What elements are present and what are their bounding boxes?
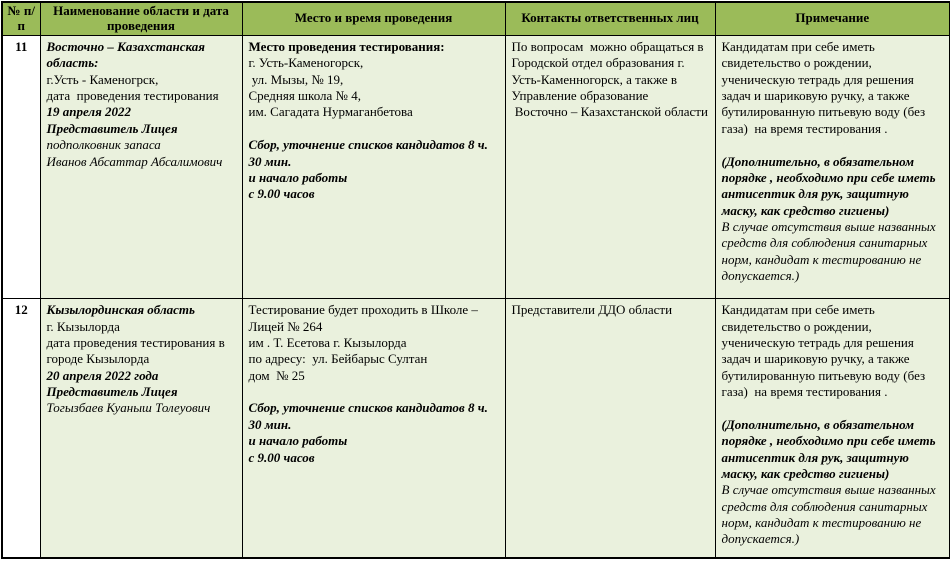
cell-text-line: По вопросам можно обращаться в Городской отдел образования г. Усть-Каменногорск, а также в Управление образование xyxy=(511,38,707,103)
header-region-and-date: Наименование области и дата проведения xyxy=(40,2,242,35)
place-and-time-cell xyxy=(242,35,505,298)
cell-text-line: им. Сагадата Нурмаганбетова xyxy=(248,104,413,120)
cell-text-line xyxy=(249,384,499,400)
cell-text-line: Кандидатам при себе иметь свидетельство о рождении, ученическую тетрадь для решения задач и шариковую ручку, а также бутилированную питьевую воду (без газа) на время тестирования . xyxy=(721,38,929,136)
cell-text-line xyxy=(722,137,944,153)
cell-text-line: с 9.00 часов xyxy=(248,449,315,465)
cell-text-line: ул. Мызы, № 19, xyxy=(248,71,344,87)
cell-text-line: дата проведения тестирования в городе Кызылорда xyxy=(46,334,229,367)
cell-text-line: с 9.00 часов xyxy=(248,186,315,202)
cell-text-line: (Дополнительно, в обязательном порядке , необходимо при себе иметь антисептик для рук, защитную маску, как средство гигиены) xyxy=(721,416,939,481)
table-row-12 xyxy=(2,299,950,558)
cell-text-line: дата проведения тестирования xyxy=(46,88,219,103)
header-contacts: Контакты ответственных лиц xyxy=(505,2,715,35)
table-row-11 xyxy=(2,35,950,298)
cell-text-line: Сбор, уточнение списков кандидатов 8 ч. 30 мин. xyxy=(248,137,492,169)
cell-text-line: г. Кызылорда xyxy=(46,318,120,334)
place-and-time-cell xyxy=(242,299,505,558)
cell-text-line: Кандидатам при себе иметь свидетельство о рождении, ученическую тетрадь для решения задач и шариковую ручку, а также бутилированную питьевую воду (без газа) на время тестирования . xyxy=(721,302,929,400)
cell-text-line: Кызылординская область xyxy=(46,302,195,318)
cell-text-line: Восточно – Казахстанская область: xyxy=(46,38,209,71)
cell-text-line: 19 апреля 2022 xyxy=(46,104,132,120)
cell-text-line: Тогызбаев Куаныш Толеуович xyxy=(46,400,211,416)
cell-text-line: г.Усть - Каменогрск, xyxy=(46,71,159,87)
cell-text-line: дом № 25 xyxy=(248,367,305,383)
cell-text-line: (Дополнительно, в обязательном порядке , необходимо при себе иметь антисептик для рук, защитную маску, как средство гигиены) xyxy=(721,153,939,218)
header-note: Примечание xyxy=(715,2,950,35)
row-number-cell: 12 xyxy=(2,299,40,558)
cell-text-line: 20 апреля 2022 года xyxy=(46,367,159,383)
cell-text-line: Представители ДДО области xyxy=(511,302,673,318)
cell-text-line: Иванов Абсаттар Абсалимович xyxy=(46,153,223,169)
note-cell xyxy=(715,35,950,298)
cell-text-line: по адресу: ул. Бейбарыс Султан xyxy=(248,351,428,367)
cell-text-line: им . Т. Есетова г. Кызылорда xyxy=(248,334,407,350)
header-num: № п/п xyxy=(2,2,40,35)
cell-text-line: Сбор, уточнение списков кандидатов 8 ч. 30 мин. xyxy=(248,400,492,432)
cell-text-line: подполковник запаса xyxy=(46,137,161,153)
header-place-and-time: Место и время проведения xyxy=(242,2,505,35)
cell-text-line: и начало работы xyxy=(248,169,348,185)
region-and-date-cell xyxy=(40,35,242,298)
table-header-row xyxy=(2,2,950,35)
cell-text-line: Представитель Лицея xyxy=(46,384,178,400)
cell-text-line xyxy=(722,400,944,416)
cell-text-line: В случае отсутствия выше названных средств для соблюдения санитарных норм, кандидат к тестированию не допускается.) xyxy=(721,219,943,284)
contacts-cell xyxy=(505,299,715,558)
cell-text-line: и начало работы xyxy=(248,433,348,449)
cell-text-line: В случае отсутствия выше названных средств для соблюдения санитарных норм, кандидат к тестированию не допускается.) xyxy=(721,482,943,547)
cell-text-line: Тестирование будет проходить в Школе – Лицей № 264 xyxy=(248,302,482,334)
row-number-cell: 11 xyxy=(2,35,40,298)
region-and-date-cell xyxy=(40,299,242,558)
note-cell xyxy=(715,299,950,558)
cell-text-line: Место проведения тестирования: xyxy=(248,38,445,54)
testing-schedule-table xyxy=(1,1,950,559)
cell-text-line: Восточно – Казахстанской области xyxy=(511,104,708,120)
cell-text-line: Представитель Лицея xyxy=(46,120,178,136)
contacts-cell xyxy=(505,35,715,298)
cell-text-line xyxy=(249,121,499,137)
cell-text-line: Средняя школа № 4, xyxy=(248,88,361,103)
cell-text-line: г. Усть-Каменогорск, xyxy=(248,55,364,71)
